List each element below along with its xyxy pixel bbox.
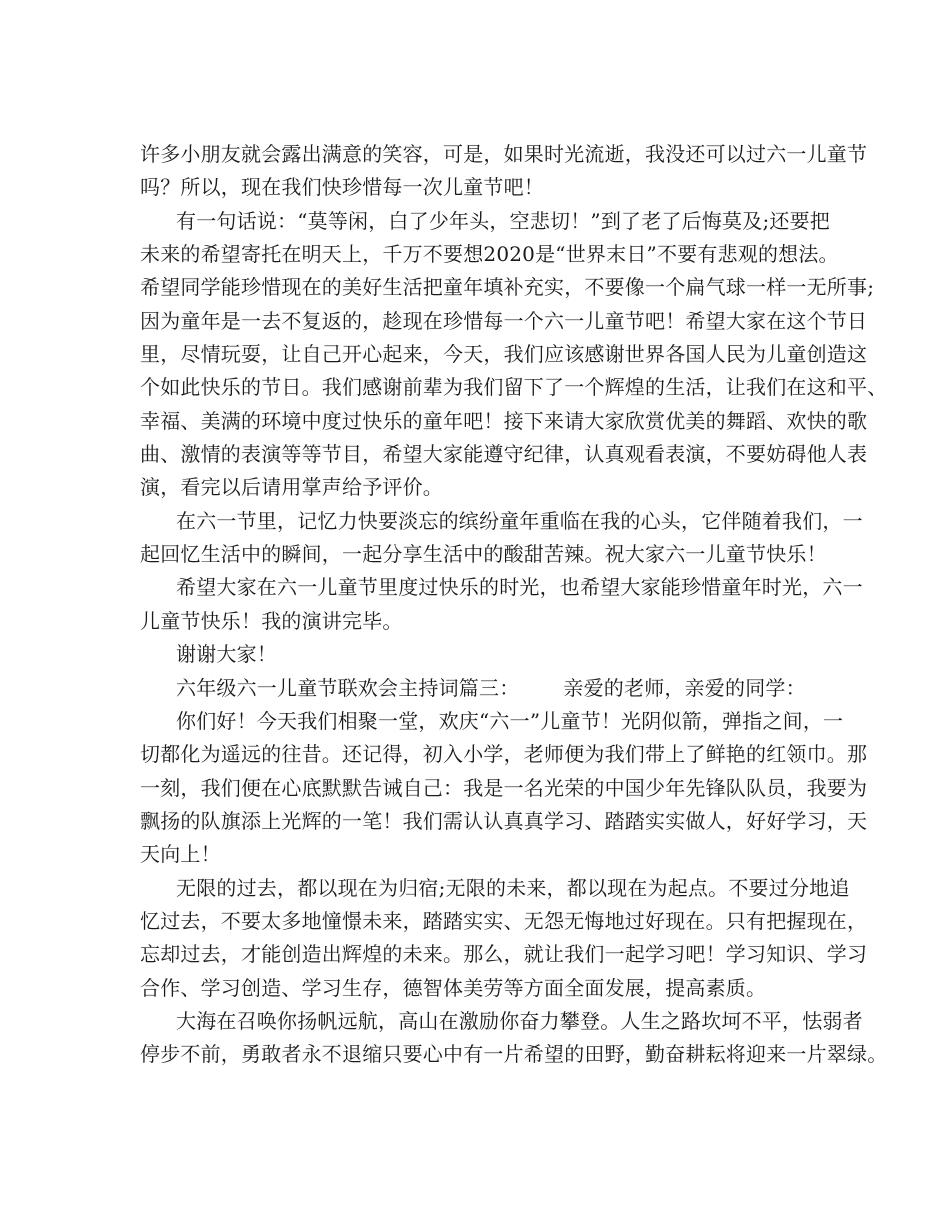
paragraph (140, 705, 868, 872)
text-line: 曲、激情的表演等等节目，希望大家能遵守纪律，认真观看表演，不要妨碍他人表 (140, 442, 868, 467)
section-heading-line (140, 672, 830, 705)
paragraph (140, 571, 863, 638)
text-line: 停步不前，勇敢者永不退缩只要心中有一片希望的田野，勤奋耕耘将迎来一片翠绿。 (140, 1042, 888, 1067)
text-line: 吗？所以，现在我们快珍惜每一次儿童节吧！ (140, 175, 544, 200)
greeting-text: 亲爱的老师，亲爱的同学： (563, 675, 806, 700)
text-line: 幸福、美满的环境中度过快乐的童年吧！接下来请大家欣赏优美的舞蹈、欢快的歌 (140, 408, 868, 433)
text-line: 忆过去，不要太多地憧憬未来，踏踏实实、无怨无悔地过好现在。只有把握现在， (140, 908, 868, 933)
text-line: 许多小朋友就会露出满意的笑容，可是，如果时光流逝，我没还可以过六一儿童节 (140, 142, 868, 166)
text-line: 大海在召唤你扬帆远航，高山在激励你奋力攀登。人生之路坎坷不平，怯弱者 (176, 1008, 863, 1033)
text-line: 忘却过去，才能创造出辉煌的未来。那么，就让我们一起学习吧！学习知识、学习 (140, 942, 868, 967)
text-line: 起回忆生活中的瞬间，一起分享生活中的酸甜苦辣。祝大家六一儿童节快乐！ (140, 542, 827, 567)
text-line: 演，看完以后请用掌声给予评价。 (140, 475, 443, 500)
text-line: 因为童年是一去不复返的，趁现在珍惜每一个六一儿童节吧！希望大家在这个节日 (140, 308, 868, 333)
text-line: 你们好！今天我们相聚一堂，欢庆“六一”儿童节！光阴似箭，弹指之间，一 (176, 708, 844, 733)
text-line: 无限的过去，都以现在为归宿;无限的未来，都以现在为起点。不要过分地追 (176, 875, 850, 900)
text-line: 个如此快乐的节日。我们感谢前辈为我们留下了一个辉煌的生活，让我们在这和平、 (140, 375, 888, 400)
text-line: 飘扬的队旗添上光辉的一笔！我们需认认真真学习、踏踏实实做人，好好学习，天 (140, 808, 868, 833)
paragraph (140, 138, 868, 205)
text-line: 天向上！ (140, 842, 221, 867)
text-line: 希望大家在六一儿童节里度过快乐的时光，也希望大家能珍惜童年时光，六一 (176, 575, 863, 600)
paragraph (140, 505, 863, 572)
text-line: 谢谢大家！ (176, 642, 277, 667)
paragraph (140, 872, 868, 1005)
text-line: 未来的希望寄托在明天上，千万不要想2020是“世界末日”不要有悲观的想法。 (140, 242, 839, 267)
section-title: 六年级六一儿童节联欢会主持词篇三： (176, 675, 520, 700)
text-line: 合作、学习创造、学习生存，德智体美劳等方面全面发展，提高素质。 (140, 975, 767, 1000)
text-line: 在六一节里，记忆力快要淡忘的缤纷童年重临在我的心头，它伴随着我们，一 (176, 508, 863, 533)
paragraphs-after (140, 705, 888, 1072)
text-line: 里，尽情玩耍，让自己开心起来，今天，我们应该感谢世界各国人民为儿童创造这 (140, 342, 868, 367)
document-body (140, 138, 888, 1072)
text-line: 有一句话说：“莫等闲，白了少年头，空悲切！”到了老了后悔莫及;还要把 (176, 208, 830, 233)
paragraph (140, 638, 830, 671)
paragraphs-before (140, 138, 888, 672)
text-line: 切都化为遥远的往昔。还记得，初入小学，老师便为我们带上了鲜艳的红领巾。那 (140, 742, 868, 767)
paragraph (140, 1005, 888, 1072)
text-line: 希望同学能珍惜现在的美好生活把童年填补充实，不要像一个扁气球一样一无所事; (140, 275, 875, 300)
paragraph (140, 205, 888, 505)
text-line: 儿童节快乐！我的演讲完毕。 (140, 608, 403, 633)
text-line: 一刻，我们便在心底默默告诫自己：我是一名光荣的中国少年先锋队队员，我要为 (140, 775, 868, 800)
